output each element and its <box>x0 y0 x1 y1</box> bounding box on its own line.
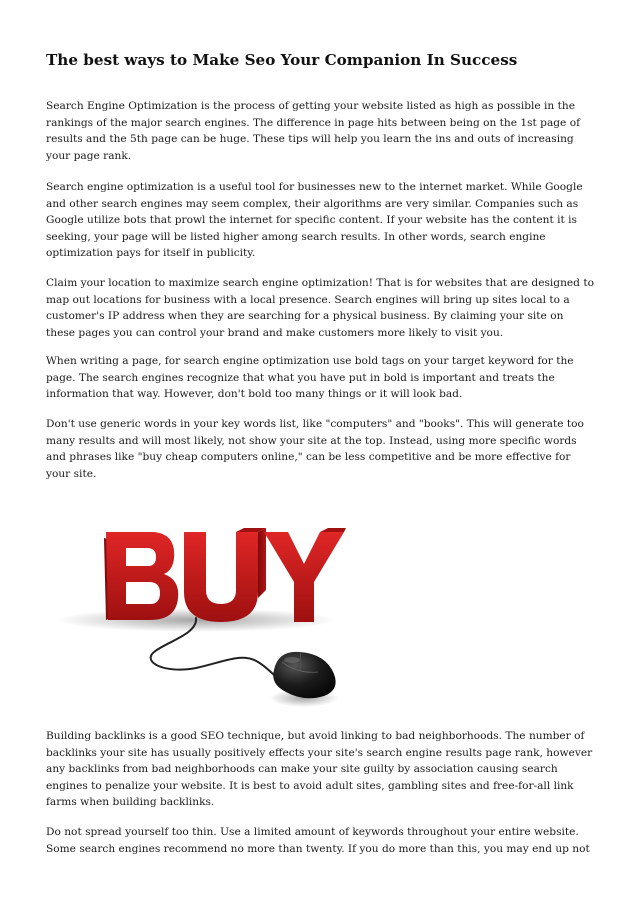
paragraph-useful-tool: Search engine optimization is a useful tool for businesses new to the internet market. While Google and other search engines may seem complex, their algorithms are very similar. Companies such as Google utilize bots that prowl the internet for specific content. If your website has the content it is seeking, your page will be listed higher among search results. In other words, search engine optimization pays for itself in publicity. <box>46 181 583 259</box>
buy-mouse-illustration <box>46 502 346 712</box>
paragraph-spread-thin: Do not spread yourself too thin. Use a limited amount of keywords throughout your entire website. Some search engines recommend no more than twenty. If you do more than this, you may end up not <box>46 826 590 855</box>
paragraph-seo-definition: Search Engine Optimization is the process of getting your website listed as high as possible in the rankings of the major search engines. The difference in page hits between being on the 1st page of results and the 5th page can be huge. These tips will help you learn the ins and outs of increasing your page rank. <box>46 100 580 162</box>
paragraph-bold-tags: When writing a page, for search engine optimization use bold tags on your target keyword for the page. The search engines recognize that what you have put in bold is important and treats the information that way. However, don't bold too many things or it will look bad. <box>46 355 574 400</box>
paragraph-generic-words: Don't use generic words in your key words list, like "computers" and "books". This will generate too many results and will most likely, not show your site at the top. Instead, using more specific words and phrases like "buy cheap computers online," can be less competitive and be more effective for your site. <box>46 418 584 480</box>
letter-u <box>184 528 266 622</box>
paragraph-backlinks: Building backlinks is a good SEO technique, but avoid linking to bad neighborhoods. The number of backlinks your site has usually positively effects your site's search engine results page rank, however any backlinks from bad neighborhoods can make your site guilty by association causing search engines to penalize your website. It is best to avoid adult sites, gambling sites and free-for-all link farms when building backlinks. <box>46 730 593 808</box>
letter-b <box>104 532 178 620</box>
buy-mouse-image <box>46 502 346 712</box>
document-title: The best ways to Make Seo Your Companion In Success <box>46 51 518 69</box>
paragraph-claim-location: Claim your location to maximize search engine optimization! That is for websites that are designed to map out locations for business with a local presence. Search engines will bring up sites local to a customer's IP address when they are searching for a physical business. By claiming your site on these pages you can control your brand and make customers more likely to visit you. <box>46 277 594 339</box>
letter-y <box>264 528 346 622</box>
